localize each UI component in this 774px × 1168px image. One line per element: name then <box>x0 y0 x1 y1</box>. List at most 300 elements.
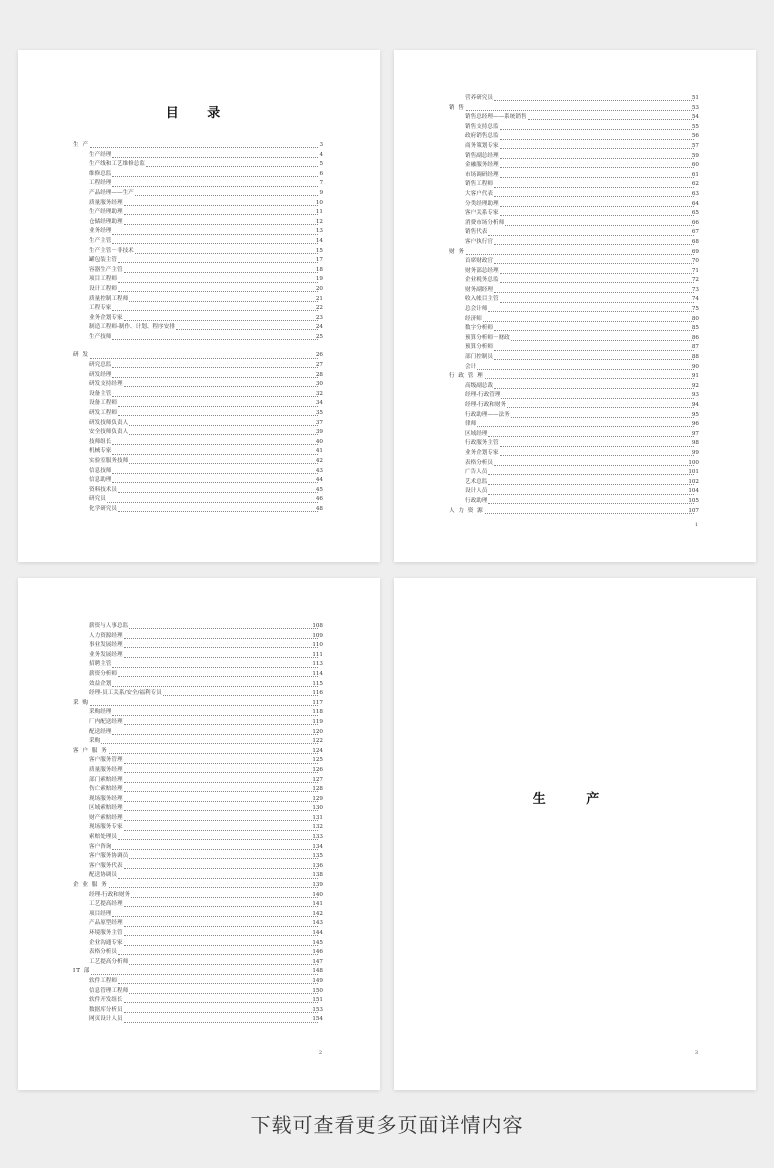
toc-list <box>18 622 380 1025</box>
toc-entry <box>18 670 380 680</box>
toc-entry-page: 114 <box>312 670 323 677</box>
toc-entry <box>394 276 756 286</box>
toc-entry <box>394 190 756 200</box>
toc-entry-label: 资料技术员 <box>89 486 117 493</box>
toc-entry-label: 人力资源经理 <box>89 632 123 639</box>
toc-entry-page: 153 <box>312 1006 323 1013</box>
toc-leader-dots <box>112 377 318 378</box>
toc-entry-label: 销售副总经理 <box>465 152 499 159</box>
toc-leader-dots <box>112 176 318 177</box>
toc-entry-page: 80 <box>691 315 699 322</box>
toc-leader-dots <box>129 434 318 435</box>
toc-entry-label: 安全技师负责人 <box>89 429 129 436</box>
toc-entry-label: 部门索赔经理 <box>89 776 123 783</box>
download-caption[interactable]: 下载可查看更多页面详情内容 <box>250 1113 524 1137</box>
toc-entry-page: 71 <box>691 267 699 274</box>
toc-leader-dots <box>477 426 694 427</box>
toc-leader-dots <box>500 455 694 456</box>
toc-leader-dots <box>91 974 318 975</box>
toc-entry <box>18 948 380 958</box>
toc-entry <box>18 409 380 419</box>
toc-entry-label: 业务发展经理 <box>89 651 123 658</box>
toc-entry <box>394 324 756 334</box>
toc-entry-label: 实验室服务技师 <box>89 458 129 464</box>
toc-entry-label: 数字分析师 <box>465 325 493 332</box>
toc-leader-dots <box>485 513 694 514</box>
toc-entry <box>18 486 380 496</box>
toc-entry <box>18 910 380 920</box>
toc-entry-label: 客户咨询 <box>89 843 112 850</box>
toc-leader-dots <box>124 386 318 387</box>
toc-leader-dots <box>500 158 694 159</box>
toc-entry-page: 20 <box>315 285 323 292</box>
toc-entry-label: 生产经理助理 <box>89 209 123 216</box>
toc-entry <box>394 161 756 171</box>
toc-entry-label: 效益企划 <box>89 680 112 687</box>
toc-entry <box>18 776 380 786</box>
toc-entry-page: 25 <box>315 333 323 340</box>
toc-entry-label: 生产线和工艺维修总监 <box>89 161 145 168</box>
toc-entry-page: 10 <box>315 199 323 206</box>
toc-entry <box>18 632 380 642</box>
toc-entry-label: 金融服务经理 <box>465 162 499 169</box>
toc-entry-label: 经理-行政和财务 <box>89 891 131 898</box>
toc-leader-dots <box>488 436 694 437</box>
toc-entry-page: 99 <box>691 449 699 456</box>
toc-leader-dots <box>129 858 318 859</box>
toc-entry-page: 74 <box>691 296 699 303</box>
toc-entry <box>18 266 380 276</box>
toc-leader-dots <box>500 129 694 130</box>
toc-entry-page: 95 <box>691 411 699 418</box>
toc-entry <box>18 996 380 1006</box>
toc-leader-dots <box>124 638 318 639</box>
toc-entry-label: 经理-员工关系/安全/福利专员 <box>89 690 162 697</box>
toc-entry-page: 43 <box>315 467 323 474</box>
toc-leader-dots <box>477 369 694 370</box>
toc-entry-label: 软件开发组长 <box>89 997 123 1004</box>
toc-leader-dots <box>109 887 318 888</box>
toc-leader-dots <box>124 647 318 648</box>
toc-entry-page: 5 <box>319 161 323 168</box>
toc-entry <box>18 160 380 170</box>
toc-entry <box>18 208 380 218</box>
toc-leader-dots <box>90 147 318 148</box>
toc-entry-label: 表格分析员 <box>465 459 493 466</box>
toc-entry-label: 销售代表 <box>465 229 488 236</box>
toc-leader-dots <box>101 743 318 744</box>
toc-entry-label: 行政服务主管 <box>465 440 499 447</box>
toc-entry-page: 13 <box>315 228 323 235</box>
toc-entry-page: 45 <box>315 486 323 493</box>
toc-list <box>18 141 380 515</box>
toc-leader-dots <box>511 417 694 418</box>
toc-entry-label: 区域经理 <box>465 430 488 437</box>
toc-entry-page: 4 <box>319 151 323 158</box>
toc-entry-label: 薪资分析师 <box>89 670 117 677</box>
toc-entry-page: 30 <box>315 381 323 388</box>
toc-entry-label: 客户服务管理 <box>89 757 123 764</box>
toc-entry <box>18 833 380 843</box>
toc-leader-dots <box>124 320 318 321</box>
toc-leader-dots <box>528 119 694 120</box>
toc-entry-page: 93 <box>691 392 699 399</box>
toc-entry-label: 政府销售总监 <box>465 133 499 140</box>
toc-entry-label: 工艺提高分析师 <box>89 958 129 965</box>
toc-leader-dots <box>112 310 318 311</box>
toc-entry-page: 48 <box>315 505 323 512</box>
toc-entry-label: 采 购 <box>73 699 89 706</box>
toc-leader-dots <box>483 321 694 322</box>
toc-entry-page: 56 <box>691 133 699 140</box>
toc-entry <box>18 256 380 266</box>
toc-leader-dots <box>112 667 318 668</box>
toc-entry-label: 商务策划专家 <box>465 142 499 149</box>
toc-leader-dots <box>112 849 318 850</box>
toc-leader-dots <box>494 292 694 293</box>
toc-entry <box>18 766 380 776</box>
toc-leader-dots <box>488 484 694 485</box>
page-number: 1 <box>694 522 698 528</box>
toc-section-entry <box>18 351 380 361</box>
toc-entry <box>18 419 380 429</box>
toc-entry <box>394 257 756 267</box>
toc-entry <box>394 286 756 296</box>
page-number: 2 <box>318 1050 322 1056</box>
toc-leader-dots <box>494 330 694 331</box>
toc-entry <box>18 900 380 910</box>
toc-section-entry <box>18 967 380 977</box>
toc-entry-page: 101 <box>688 469 699 476</box>
toc-entry-label: 环境服务主管 <box>89 930 123 936</box>
toc-entry <box>394 430 756 440</box>
toc-entry-label: 质量控制工程师 <box>89 295 129 302</box>
toc-entry-page: 146 <box>312 949 323 956</box>
toc-entry <box>394 267 756 277</box>
toc-entry-page: 63 <box>691 190 699 197</box>
toc-entry-label: 区域索赔经理 <box>89 805 123 812</box>
toc-entry-label: 采购经理 <box>89 709 112 716</box>
toc-entry <box>394 238 756 248</box>
toc-entry-page: 53 <box>691 104 699 111</box>
toc-entry <box>18 804 380 814</box>
toc-entry <box>394 439 756 449</box>
toc-entry-page: 150 <box>312 987 323 994</box>
toc-entry <box>18 227 380 237</box>
toc-entry-page: 41 <box>315 448 323 455</box>
toc-entry <box>394 420 756 430</box>
toc-entry-page: 73 <box>691 286 699 293</box>
toc-page-1 <box>18 50 380 562</box>
toc-entry <box>18 728 380 738</box>
toc-entry <box>18 871 380 881</box>
toc-entry <box>18 380 380 390</box>
toc-section-entry <box>18 881 380 891</box>
toc-entry-page: 128 <box>312 786 323 793</box>
toc-entry-label: 厂内配送经理 <box>89 718 123 725</box>
toc-leader-dots <box>500 139 694 140</box>
toc-entry-label: 财 务 <box>449 248 465 255</box>
toc-leader-dots <box>124 830 318 831</box>
toc-entry-page: 61 <box>691 171 699 178</box>
toc-entry-page: 18 <box>315 266 323 273</box>
toc-entry-page: 127 <box>312 776 323 783</box>
toc-entry-label: 客户执行官 <box>465 238 493 245</box>
toc-entry <box>18 660 380 670</box>
toc-leader-dots <box>511 340 694 341</box>
toc-entry-page: 28 <box>315 371 323 378</box>
toc-entry-page: 154 <box>312 1016 323 1023</box>
toc-entry-label: 设计人员 <box>465 488 488 495</box>
toc-entry-label: 业务经理 <box>89 228 112 235</box>
toc-entry <box>394 305 756 315</box>
toc-leader-dots <box>118 406 318 407</box>
toc-leader-dots <box>505 225 694 226</box>
toc-entry <box>394 382 756 392</box>
toc-entry <box>18 457 380 467</box>
toc-entry <box>394 459 756 469</box>
toc-entry-label: 设备主管 <box>89 390 112 397</box>
toc-entry <box>18 680 380 690</box>
toc-entry <box>18 977 380 987</box>
toc-entry <box>18 179 380 189</box>
toc-entry-label: 索赔处理员 <box>89 834 117 841</box>
section-title-page <box>394 578 756 1090</box>
toc-entry-page: 24 <box>315 324 323 331</box>
toc-entry-label: 市场调研经理 <box>465 171 499 178</box>
toc-leader-dots <box>494 187 694 188</box>
toc-entry <box>18 495 380 505</box>
toc-entry-label: 现场服务专家 <box>89 824 123 831</box>
toc-entry-page: 119 <box>312 718 323 725</box>
toc-entry <box>394 497 756 507</box>
toc-entry-page: 26 <box>315 352 323 359</box>
toc-entry-label: 行政助理 <box>465 497 488 504</box>
toc-entry-page: 104 <box>688 488 699 495</box>
toc-entry <box>18 170 380 180</box>
toc-leader-dots <box>129 463 318 464</box>
toc-leader-dots <box>90 358 318 359</box>
toc-entry-label: 艺术总监 <box>465 478 488 485</box>
toc-entry-page: 75 <box>691 306 699 313</box>
section-title: 生 产 <box>532 792 618 807</box>
toc-entry-page: 27 <box>315 362 323 369</box>
toc-entry <box>18 476 380 486</box>
toc-leader-dots <box>90 705 318 706</box>
toc-entry <box>394 315 756 325</box>
toc-entry <box>18 151 380 161</box>
toc-section-entry <box>18 699 380 709</box>
toc-entry-label: 销 售 <box>449 104 465 111</box>
toc-leader-dots <box>129 993 318 994</box>
toc-entry-page: 130 <box>312 805 323 812</box>
toc-leader-dots <box>112 186 318 187</box>
toc-entry-label: 生产技师 <box>89 333 112 340</box>
toc-entry-page: 147 <box>312 958 323 965</box>
toc-entry-label: 财务部总经理 <box>465 267 499 274</box>
toc-leader-dots <box>500 282 694 283</box>
toc-entry <box>394 200 756 210</box>
toc-entry-label: 工程专家 <box>89 305 112 312</box>
toc-entry-label: 维修总监 <box>89 170 112 177</box>
toc-leader-dots <box>129 425 318 426</box>
toc-entry-page: 120 <box>312 728 323 735</box>
toc-leader-dots <box>129 964 318 965</box>
toc-entry-label: 研发技师负责人 <box>89 419 129 426</box>
toc-entry <box>18 237 380 247</box>
toc-entry <box>394 219 756 229</box>
toc-entry-label: 研发经理 <box>89 371 112 378</box>
toc-entry <box>394 113 756 123</box>
toc-entry <box>18 756 380 766</box>
toc-entry-page: 133 <box>312 834 323 841</box>
toc-entry <box>394 209 756 219</box>
toc-entry-label: 薪资与人事总监 <box>89 623 129 629</box>
toc-leader-dots <box>124 782 318 783</box>
toc-entry-page: 143 <box>312 920 323 927</box>
toc-entry <box>394 478 756 488</box>
toc-entry <box>18 333 380 343</box>
toc-entry-label: 网页设计人员 <box>89 1016 123 1023</box>
toc-entry-page: 42 <box>315 458 323 464</box>
toc-section-entry <box>394 507 756 517</box>
toc-entry <box>394 123 756 133</box>
toc-leader-dots <box>124 801 318 802</box>
toc-leader-dots <box>135 253 318 254</box>
toc-entry <box>18 295 380 305</box>
toc-entry <box>18 891 380 901</box>
toc-leader-dots <box>118 954 318 955</box>
toc-leader-dots <box>118 282 318 283</box>
toc-leader-dots <box>466 254 694 255</box>
toc-leader-dots <box>124 763 318 764</box>
toc-entry-label: IT 部 <box>73 968 91 975</box>
toc-entry <box>394 132 756 142</box>
toc-leader-dots <box>124 935 318 936</box>
toc-entry-label: 律师 <box>465 421 477 428</box>
toc-leader-dots <box>500 206 694 207</box>
toc-entry-label: 消费市场分析师 <box>465 219 505 226</box>
toc-leader-dots <box>112 339 318 340</box>
toc-entry <box>394 228 756 238</box>
toc-entry-label: 预算分析师 <box>465 344 493 351</box>
toc-entry-page: 60 <box>691 162 699 169</box>
toc-leader-dots <box>494 100 694 101</box>
toc-entry-label: 信息助理 <box>89 477 112 484</box>
toc-entry-page: 142 <box>312 910 323 917</box>
toc-entry <box>394 468 756 478</box>
toc-entry <box>394 363 756 373</box>
toc-entry-page: 100 <box>688 459 699 466</box>
toc-entry-page: 87 <box>691 344 699 351</box>
toc-entry-page: 148 <box>312 968 323 975</box>
toc-leader-dots <box>488 474 694 475</box>
toc-leader-dots <box>112 473 318 474</box>
toc-entry <box>18 823 380 833</box>
toc-entry-label: 仓储经理助理 <box>89 218 123 225</box>
toc-entry-label: 生产主管 <box>89 237 112 244</box>
toc-entry-page: 144 <box>312 930 323 936</box>
toc-leader-dots <box>124 772 318 773</box>
toc-entry-page: 66 <box>691 219 699 226</box>
toc-leader-dots <box>488 494 694 495</box>
toc-entry <box>18 843 380 853</box>
toc-leader-dots <box>112 444 318 445</box>
toc-leader-dots <box>494 388 694 389</box>
toc-leader-dots <box>118 676 318 677</box>
toc-entry-label: 研究员 <box>89 496 106 503</box>
toc-entry-page: 109 <box>312 632 323 639</box>
toc-entry-page: 116 <box>312 690 323 697</box>
toc-entry-page: 126 <box>312 766 323 773</box>
toc-entry-label: 客户服务协调员 <box>89 853 129 860</box>
toc-entry-page: 39 <box>315 429 323 436</box>
toc-entry-label: 研发工程师 <box>89 410 117 417</box>
toc-entry <box>18 304 380 314</box>
toc-entry <box>18 285 380 295</box>
toc-entry <box>18 438 380 448</box>
toc-leader-dots <box>112 454 318 455</box>
toc-leader-dots <box>507 407 694 408</box>
toc-entry-page: 3 <box>319 142 323 148</box>
toc-entry <box>18 505 380 515</box>
toc-entry-page: 32 <box>315 390 323 397</box>
toc-entry <box>394 449 756 459</box>
toc-entry-page: 124 <box>312 747 323 754</box>
toc-entry-label: 数据库分析员 <box>89 1006 123 1013</box>
toc-leader-dots <box>124 906 318 907</box>
toc-entry-page: 88 <box>691 354 699 361</box>
toc-leader-dots <box>494 350 694 351</box>
toc-entry-label: 经理-行政和财务 <box>465 402 507 408</box>
toc-leader-dots <box>131 897 318 898</box>
toc-leader-dots <box>112 367 318 368</box>
toc-leader-dots <box>485 378 694 379</box>
toc-leader-dots <box>129 301 318 302</box>
toc-entry-page: 110 <box>312 642 323 649</box>
toc-leader-dots <box>112 715 318 716</box>
toc-entry <box>394 152 756 162</box>
toc-entry-label: 产品经理——生产 <box>89 189 134 196</box>
toc-entry-page: 64 <box>691 200 699 207</box>
toc-entry <box>18 275 380 285</box>
toc-entry-page: 9 <box>319 189 323 196</box>
toc-entry-label: 大客户代表 <box>465 190 493 197</box>
toc-entry-page: 107 <box>688 507 699 514</box>
toc-entry-page: 11 <box>315 209 323 216</box>
toc-entry-page: 102 <box>688 478 699 485</box>
toc-entry-label: 高级副总裁 <box>465 382 493 389</box>
toc-entry-page: 91 <box>691 373 699 380</box>
toc-entry-label: 生产经理 <box>89 151 112 158</box>
toc-entry-label: 罐包装主管 <box>89 257 117 264</box>
toc-leader-dots <box>118 511 318 512</box>
toc-leader-dots <box>112 482 318 483</box>
toc-entry <box>18 651 380 661</box>
toc-entry <box>394 171 756 181</box>
toc-entry <box>18 919 380 929</box>
toc-entry-page: 135 <box>312 853 323 860</box>
toc-leader-dots <box>124 1022 318 1023</box>
toc-section-entry <box>394 248 756 258</box>
toc-entry <box>18 958 380 968</box>
toc-entry-label: 项目工程师 <box>89 276 117 283</box>
toc-leader-dots <box>112 686 318 687</box>
toc-leader-dots <box>107 502 318 503</box>
toc-entry-label: 表格分析员 <box>89 949 117 956</box>
toc-leader-dots <box>494 359 694 360</box>
toc-entry-page: 149 <box>312 977 323 984</box>
